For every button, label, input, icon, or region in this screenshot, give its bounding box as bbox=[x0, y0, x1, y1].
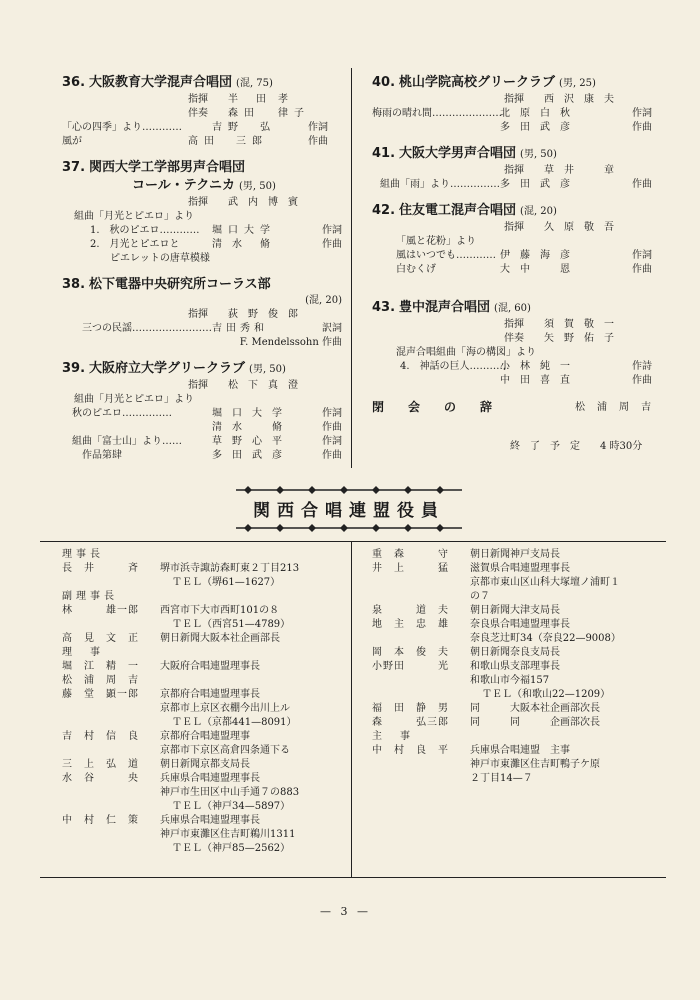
officer-title bbox=[160, 674, 342, 688]
officer-title: 奈良県合唱連盟理事長 bbox=[470, 619, 570, 630]
officer-title: 朝日新聞神戸支局長 bbox=[470, 549, 560, 560]
officer-title: 大阪府合唱連盟理事長 bbox=[160, 661, 260, 672]
officers-right-column bbox=[372, 548, 662, 786]
closing-label: 閉 会 の 辞 bbox=[372, 400, 499, 414]
officer-row bbox=[62, 632, 342, 646]
officer-name: 森 弘三郎 bbox=[372, 717, 449, 728]
officer-row bbox=[372, 716, 662, 730]
ornament-bottom bbox=[236, 524, 462, 532]
officer-row bbox=[62, 758, 342, 772]
officer-row bbox=[372, 604, 662, 618]
song-line: 組曲「雨」より…………… 多 田 武 彦 作曲 bbox=[380, 179, 652, 190]
officer-title: 朝日新聞奈良支局長 bbox=[470, 647, 560, 658]
song-line: 作品第肆 多 田 武 彦 作曲 bbox=[82, 450, 342, 461]
entry-number: 41. bbox=[372, 146, 396, 161]
officer-title: 堺市浜寺諏訪森町東２丁目213 bbox=[160, 563, 300, 574]
officer-title: 朝日新聞京都支局長 bbox=[160, 759, 250, 770]
choir-name: 豊中混声合唱団 bbox=[399, 300, 491, 315]
song-line: 組曲「富士山」より…… 草 野 心 平 作詞 bbox=[72, 436, 342, 447]
officer-phone: ＴＥＬ（堺61—1627） bbox=[172, 577, 281, 588]
choir-name-2: コール・テクニカ bbox=[132, 178, 235, 193]
officer-title: 朝日新聞大津支局長 bbox=[470, 605, 560, 616]
song-line: 梅雨の晴れ間………………… 北 原 白 秋 作詞 bbox=[372, 108, 652, 119]
choir-info: (混, 20) bbox=[305, 295, 342, 306]
officer-address: 神戸市東灘区住吉町鴨子ケ原 bbox=[470, 759, 600, 770]
ornament-top bbox=[236, 486, 462, 494]
choir-info: (男, 50) bbox=[238, 181, 276, 192]
officer-role-label: 理事長 bbox=[62, 549, 104, 560]
song-line: 風はいつでも………… 伊 藤 海 彦 作詞 bbox=[396, 250, 652, 261]
choir-info: (男, 50) bbox=[520, 149, 557, 160]
officers-top-rule bbox=[40, 541, 666, 542]
officer-name: 泉 道 夫 bbox=[372, 605, 449, 616]
officer-address: 奈良芝辻町34（奈良22—9008） bbox=[470, 633, 621, 644]
officer-row bbox=[62, 660, 342, 674]
officer-row bbox=[62, 772, 342, 786]
officer-phone: ＴＥＬ（西宮51—4789） bbox=[172, 619, 291, 630]
officer-row bbox=[62, 814, 342, 828]
officer-name: 福 田 静 男 bbox=[372, 703, 449, 714]
officer-title: 同 同 企画部次長 bbox=[470, 717, 600, 728]
officer-row bbox=[62, 688, 342, 702]
entry-41 bbox=[372, 145, 652, 192]
officer-name: 岡 本 俊 夫 bbox=[372, 647, 449, 658]
program-right-column bbox=[372, 74, 652, 415]
closing-person: 松 浦 周 吉 bbox=[575, 402, 652, 413]
entry-39 bbox=[62, 360, 342, 463]
choir-name: 大阪教育大学混声合唱団 bbox=[89, 75, 233, 90]
song-line: 秋のピエロ…………… 堀 口 大 学 作詞 bbox=[72, 408, 342, 419]
conductor-line: 指揮 須 賀 敬 一 bbox=[504, 319, 614, 330]
officer-address: 京都市下京区高倉四条通下る bbox=[160, 745, 290, 756]
officer-row bbox=[62, 562, 342, 576]
officers-left-column bbox=[62, 548, 342, 856]
choir-info: (男, 50) bbox=[249, 364, 286, 375]
entry-40 bbox=[372, 74, 652, 135]
song-line: 2. 月光とピエロと 清 水 脩 作曲 bbox=[90, 239, 342, 250]
officer-name: 井 上 猛 bbox=[372, 563, 449, 574]
choir-name: 大阪府立大学グリークラブ bbox=[89, 361, 246, 376]
song-line: 4. 神話の巨人………… 小 林 純 一 作詩 bbox=[400, 361, 652, 372]
officer-row bbox=[62, 730, 342, 744]
conductor-line: 指揮 武 内 博 賓 bbox=[188, 197, 298, 208]
choir-info: (混, 60) bbox=[494, 303, 531, 314]
top-column-divider bbox=[351, 68, 352, 468]
choir-name: 住友電工混声合唱団 bbox=[399, 203, 517, 218]
officer-address: の７ bbox=[470, 591, 490, 602]
officer-row bbox=[372, 646, 662, 660]
page-number: — 3 — bbox=[320, 905, 371, 918]
officer-title: 滋賀県合唱連盟理事長 bbox=[470, 563, 570, 574]
song-line: 多 田 武 彦 作曲 bbox=[500, 122, 652, 133]
entry-number: 40. bbox=[372, 75, 396, 90]
accompanist-line: 伴奏 森田 律子 bbox=[188, 108, 310, 119]
officer-address: ２丁目14—７ bbox=[470, 773, 533, 784]
song-line: 中 田 喜 直 作曲 bbox=[500, 375, 652, 386]
entry-43 bbox=[372, 299, 652, 388]
officer-title: 同 大阪本社企画部次長 bbox=[470, 703, 600, 714]
suite-line: 混声合唱組曲「海の構図」より bbox=[396, 347, 536, 358]
program-left-column bbox=[62, 74, 342, 473]
officer-name: 小野田 光 bbox=[372, 661, 449, 672]
officer-name: 長 井 斉 bbox=[62, 563, 139, 574]
officer-name: 重 森 守 bbox=[372, 549, 449, 560]
officer-row bbox=[372, 562, 662, 576]
conductor-line: 指揮 西 沢 康 夫 bbox=[504, 94, 614, 105]
officer-name: 林 雄一郎 bbox=[62, 605, 139, 616]
conductor-line: 指揮 草 井 章 bbox=[504, 165, 614, 176]
officer-name: 吉 村 信 良 bbox=[62, 731, 139, 742]
song-line: 白むくげ 大 中 恩 作曲 bbox=[396, 264, 652, 275]
entry-42 bbox=[372, 202, 652, 277]
conductor-line: 指揮 半 田 孝 bbox=[188, 94, 288, 105]
accompanist-line: 伴奏 矢 野 佑 子 bbox=[504, 333, 614, 344]
entry-number: 36. bbox=[62, 75, 86, 90]
officer-row bbox=[372, 660, 662, 674]
entry-number: 38. bbox=[62, 277, 86, 292]
officer-title: 兵庫県合唱連盟 主事 bbox=[470, 745, 570, 756]
officer-title: 京都府合唱連盟理事長 bbox=[160, 689, 260, 700]
song-line: ピエレットの唐草模様 bbox=[110, 253, 210, 264]
officer-name: 地 主 忠 雄 bbox=[372, 619, 449, 630]
officer-row bbox=[62, 604, 342, 618]
choir-name: 関西大学工学部男声合唱団 bbox=[89, 160, 246, 175]
officer-title: 西宮市下大市西町101の８ bbox=[160, 605, 280, 616]
officer-role-label: 主 事 bbox=[372, 731, 414, 742]
officer-name: 藤 堂 顕一郎 bbox=[62, 689, 139, 700]
officer-address: 京都市上京区衣棚今出川上ル bbox=[160, 703, 290, 714]
officer-phone: ＴＥＬ（京都441—8091） bbox=[172, 717, 297, 728]
end-time: 終 了 予 定 4 時30分 bbox=[510, 441, 643, 452]
choir-name: 桃山学院高校グリークラブ bbox=[399, 75, 556, 90]
entry-number: 39. bbox=[62, 361, 86, 376]
officer-name: 三 上 弘 道 bbox=[62, 759, 139, 770]
officer-name: 中 村 仁 策 bbox=[62, 815, 139, 826]
choir-info: (混, 20) bbox=[520, 206, 557, 217]
song-line: 「心の四季」より………… 吉野 弘 作詞 bbox=[62, 122, 328, 133]
officer-row bbox=[372, 702, 662, 716]
officer-address: 神戸市東灘区住吉町鵜川1311 bbox=[160, 829, 296, 840]
officers-column-divider bbox=[351, 541, 352, 877]
conductor-line: 指揮 荻 野 俊 郎 bbox=[188, 309, 298, 320]
suite-line: 組曲「月光とピエロ」より bbox=[74, 394, 194, 405]
officer-address: 和歌山市今福157 bbox=[470, 675, 550, 686]
choir-name: 松下電器中央研究所コーラス部 bbox=[89, 277, 271, 292]
officer-role-label: 理 事 bbox=[62, 647, 104, 658]
officer-name: 松 浦 周 吉 bbox=[62, 675, 139, 686]
officer-name: 堀 江 精 一 bbox=[62, 661, 139, 672]
entry-number: 42. bbox=[372, 203, 396, 218]
officer-title: 兵庫県合唱連盟理事長 bbox=[160, 815, 260, 826]
officers-heading: 関西合唱連盟役員 bbox=[253, 501, 445, 521]
officer-phone: ＴＥＬ（和歌山22—1209） bbox=[482, 689, 611, 700]
choir-info: (男, 25) bbox=[559, 78, 596, 89]
officer-title: 兵庫県合唱連盟理事長 bbox=[160, 773, 260, 784]
choir-name: 大阪大学男声合唱団 bbox=[399, 146, 517, 161]
officer-title: 朝日新聞大阪本社企画部長 bbox=[160, 633, 280, 644]
officer-address: 京都市東山区山科大塚壇ノ浦町１ bbox=[470, 577, 620, 588]
entry-37 bbox=[62, 159, 342, 266]
entry-36 bbox=[62, 74, 342, 149]
conductor-line: 指揮 松 下 真 澄 bbox=[188, 380, 298, 391]
officer-phone: ＴＥＬ（神戸34—5897） bbox=[172, 801, 291, 812]
officer-address: 神戸市生田区中山手通７の883 bbox=[160, 787, 300, 798]
entry-number: 37. bbox=[62, 160, 86, 175]
composer-line: F. Mendelssohn 作曲 bbox=[239, 337, 342, 348]
choir-info: (混, 75) bbox=[236, 78, 273, 89]
officer-row bbox=[372, 548, 662, 562]
officer-name: 水 谷 央 bbox=[62, 773, 139, 784]
officer-name: 中 村 良 平 bbox=[372, 745, 449, 756]
officer-title: 和歌山県支部理事長 bbox=[470, 661, 560, 672]
officer-row bbox=[372, 744, 662, 758]
conductor-line: 指揮 久 原 敬 吾 bbox=[504, 222, 614, 233]
suite-line: 組曲「月光とピエロ」より bbox=[74, 211, 194, 222]
closing-remarks bbox=[372, 398, 652, 415]
officer-row bbox=[62, 674, 342, 688]
officer-row bbox=[372, 618, 662, 632]
officer-name: 高 見 文 正 bbox=[62, 633, 139, 644]
song-line: 清 水 脩 作曲 bbox=[212, 422, 342, 433]
song-line: 三つの民謡…………………… 吉田秀和 訳詞 bbox=[82, 323, 342, 334]
entry-number: 43. bbox=[372, 300, 396, 315]
officer-title: 京都府合唱連盟理事 bbox=[160, 731, 250, 742]
song-line: 風が 高田 三郎 作曲 bbox=[62, 136, 328, 147]
song-line: 1. 秋のピエロ………… 堀口大学 作詞 bbox=[90, 225, 342, 236]
suite-line: 「風と花粉」より bbox=[396, 236, 476, 247]
officer-role-label: 副理事長 bbox=[62, 591, 118, 602]
officer-phone: ＴＥＬ（神戸85—2562） bbox=[172, 843, 291, 854]
officers-bottom-rule bbox=[40, 877, 666, 878]
entry-38 bbox=[62, 276, 342, 350]
